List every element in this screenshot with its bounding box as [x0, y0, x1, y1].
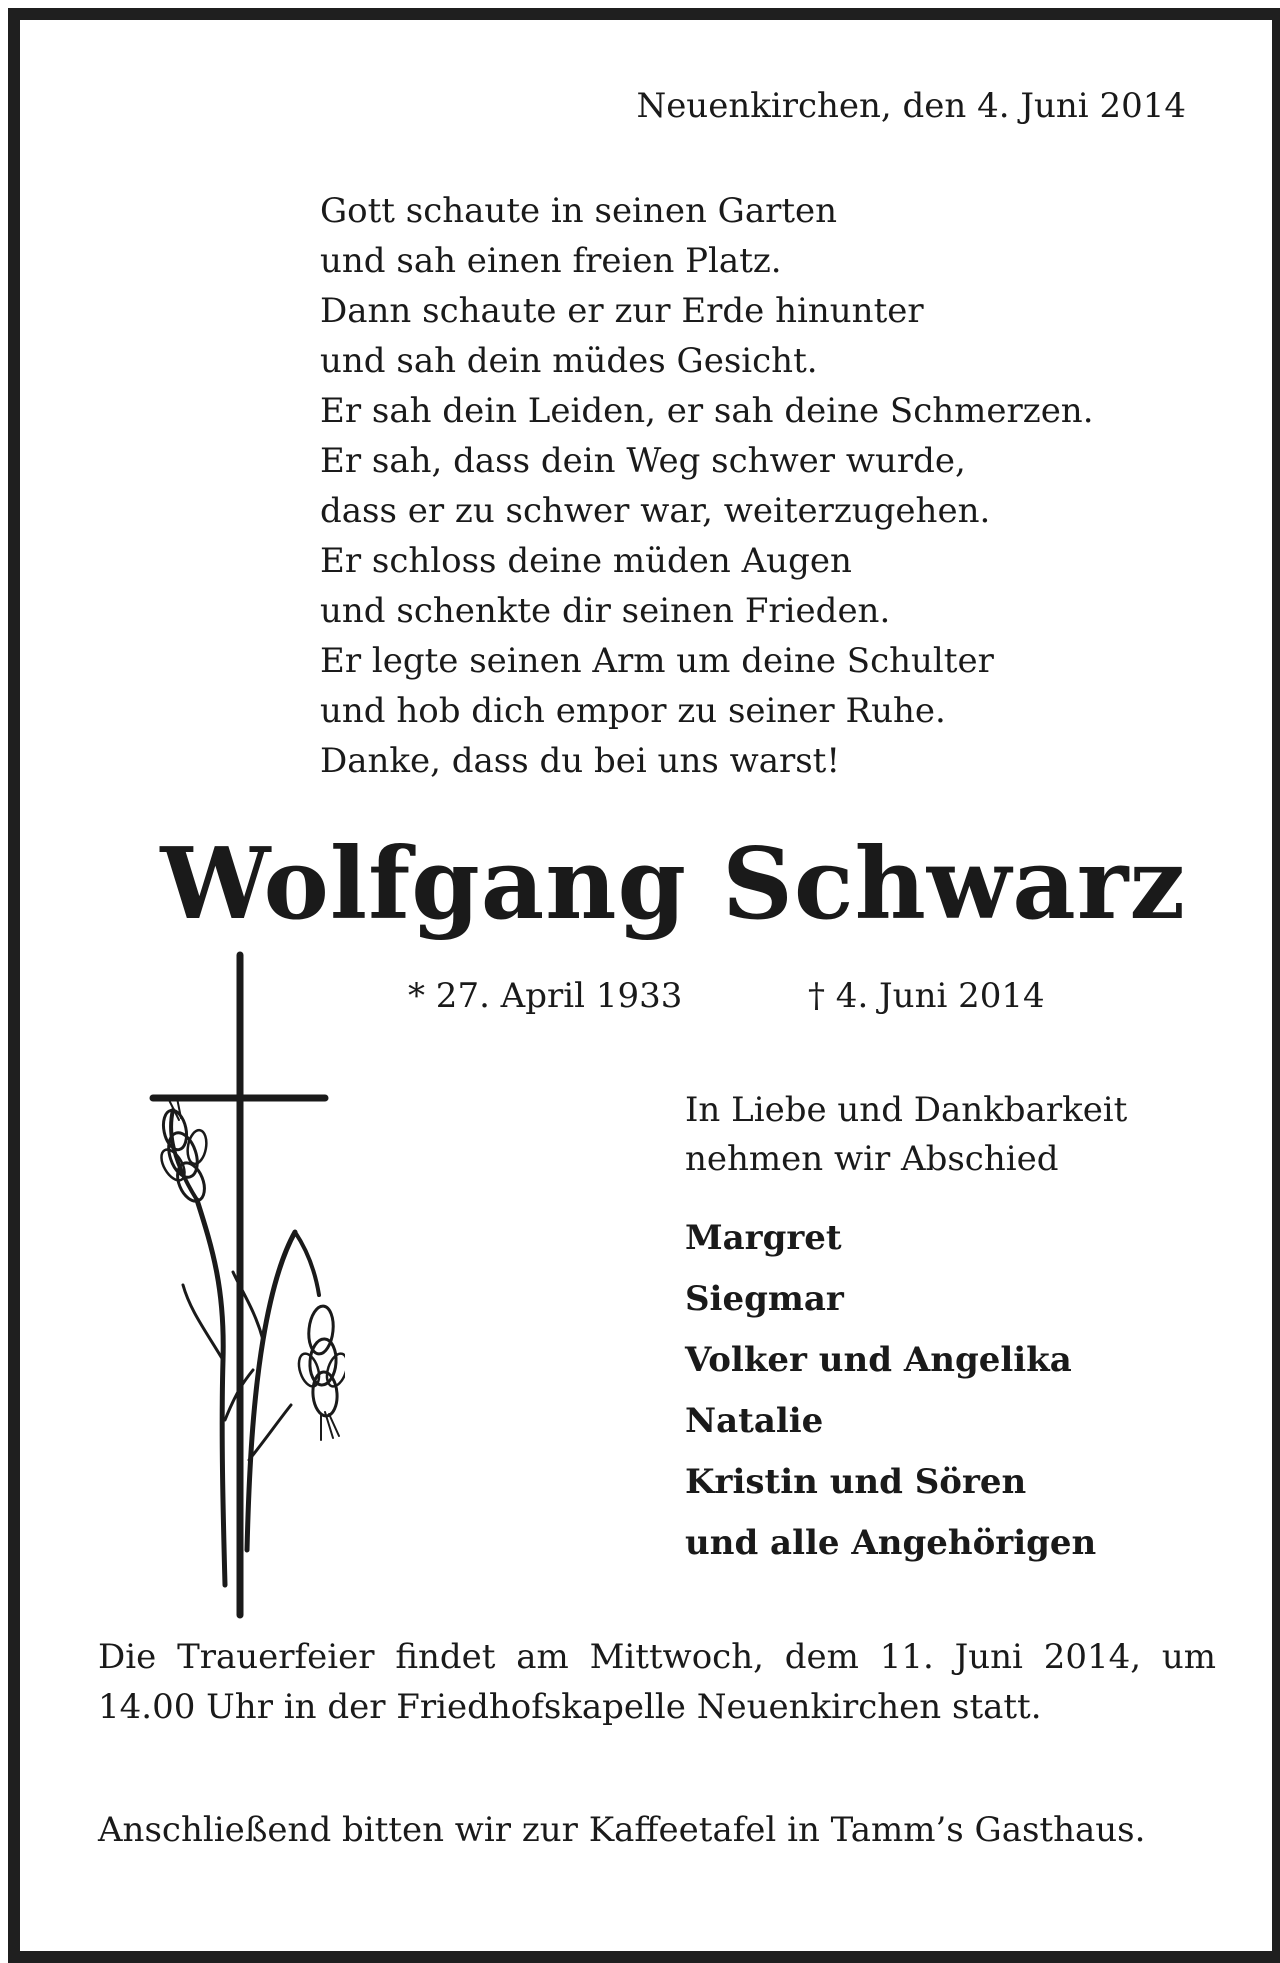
mourner-name: Natalie: [685, 1401, 824, 1441]
mourner-name: Siegmar: [685, 1279, 844, 1319]
mourner-name: Volker und Angelika: [685, 1340, 1072, 1380]
deceased-name: Wolfgang Schwarz: [160, 827, 1186, 942]
mourner-name: Kristin und Sören: [685, 1462, 1027, 1502]
poem-line: Danke, dass du bei uns warst!: [320, 741, 840, 781]
farewell-text: [685, 1086, 1127, 1184]
poem-line: und hob dich empor zu seiner Ruhe.: [320, 691, 946, 731]
reception-text: Anschließend bitten wir zur Kaffeetafel in Tamm’s Gasthaus.: [98, 1810, 1146, 1850]
cross-with-wheat-icon: [145, 950, 345, 1622]
poem-line: Er sah, dass dein Weg schwer wurde,: [320, 441, 966, 481]
obituary-notice: [8, 8, 1280, 1963]
poem-line: Er schloss deine müden Augen: [320, 541, 852, 581]
poem-line: Er legte seinen Arm um deine Schulter: [320, 641, 994, 681]
poem-line: Gott schaute in seinen Garten: [320, 191, 838, 231]
poem-line: Dann schaute er zur Erde hinunter: [320, 291, 924, 331]
farewell-line: In Liebe und Dankbarkeit: [685, 1090, 1128, 1130]
poem: [320, 186, 1094, 786]
poem-line: und schenkte dir seinen Frieden.: [320, 591, 891, 631]
poem-line: dass er zu schwer war, weiterzugehen.: [320, 491, 991, 531]
mourners-list: [685, 1208, 1096, 1574]
poem-line: und sah dein müdes Gesicht.: [320, 341, 818, 381]
mourner-name: und alle Angehörigen: [685, 1523, 1097, 1563]
farewell-line: nehmen wir Abschied: [685, 1139, 1059, 1179]
funeral-service-text: Die Trauerfeier findet am Mittwoch, dem 11. Juni 2014, um 14.00 Uhr in der Friedhofskapelle Neuenkirchen statt.: [98, 1637, 1216, 1727]
poem-line: Er sah dein Leiden, er sah deine Schmerzen.: [320, 391, 1094, 431]
mourner-name: Margret: [685, 1218, 842, 1258]
birth-date: * 27. April 1933: [408, 976, 683, 1016]
death-date: † 4. Juni 2014: [808, 976, 1045, 1016]
poem-line: und sah einen freien Platz.: [320, 241, 782, 281]
place-date: Neuenkirchen, den 4. Juni 2014: [636, 86, 1186, 126]
